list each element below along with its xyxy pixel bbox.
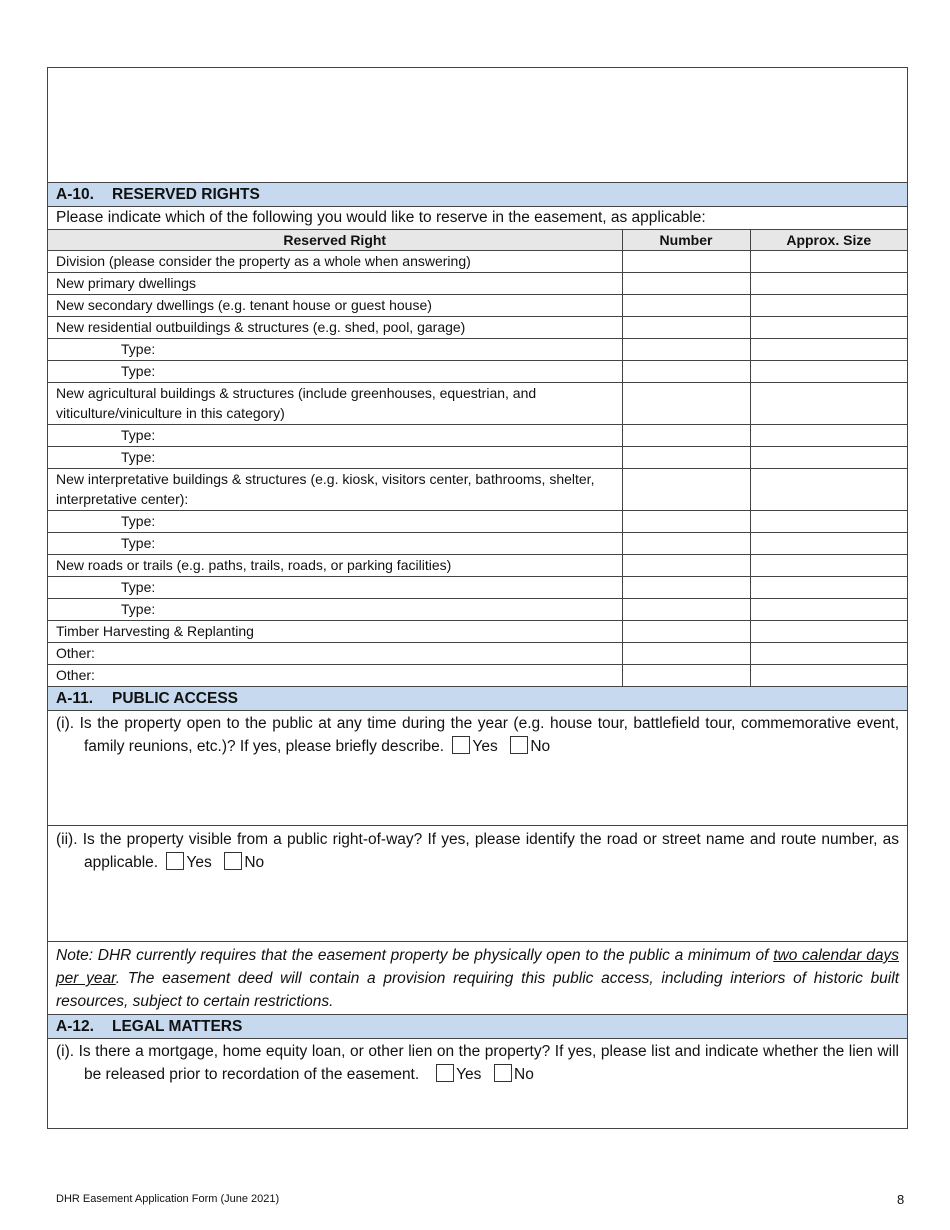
no-label: No (244, 854, 265, 871)
section-header-a11 (48, 687, 907, 711)
number-cell[interactable] (622, 251, 750, 273)
size-cell[interactable] (750, 511, 907, 533)
table-row (48, 295, 907, 317)
size-cell[interactable] (750, 273, 907, 295)
number-cell[interactable] (622, 621, 750, 643)
header-reserved-right: Reserved Right (48, 230, 622, 251)
row-label: New residential outbuildings & structures (e.g. shed, pool, garage) (48, 317, 622, 339)
no-label: No (514, 1066, 534, 1083)
table-row (48, 533, 907, 555)
question-text: (i). Is the property open to the public at any time during the year (e.g. house tour, battlefield tour, commemorative event, family reunions, etc.)? If yes, please briefly describe. (56, 715, 899, 755)
no-label: No (530, 738, 551, 755)
table-row (48, 273, 907, 295)
number-cell[interactable] (622, 425, 750, 447)
page-number: 8 (897, 1192, 905, 1207)
public-access-question-2 (48, 826, 907, 942)
yes-checkbox[interactable] (436, 1064, 454, 1082)
blank-answer-area[interactable] (48, 68, 907, 183)
type-label: Type: (48, 599, 622, 621)
size-cell[interactable] (750, 577, 907, 599)
number-cell[interactable] (622, 273, 750, 295)
size-cell[interactable] (750, 361, 907, 383)
table-row (48, 425, 907, 447)
row-label: Other: (48, 665, 622, 687)
number-cell[interactable] (622, 577, 750, 599)
number-cell[interactable] (622, 533, 750, 555)
legal-question-1 (48, 1039, 907, 1128)
table-row (48, 665, 907, 687)
table-row (48, 383, 907, 425)
section-title: LEGAL MATTERS (112, 1018, 243, 1035)
number-cell[interactable] (622, 643, 750, 665)
note-text: Note: DHR currently requires that the easement property be physically open to the public a minimum of (56, 947, 774, 964)
table-row (48, 621, 907, 643)
row-label: New agricultural buildings & structures (include greenhouses, equestrian, and viticulture/viniculture in this category) (48, 383, 622, 425)
type-label: Type: (48, 577, 622, 599)
table-row (48, 251, 907, 273)
type-label: Type: (48, 425, 622, 447)
row-label: New secondary dwellings (e.g. tenant house or guest house) (48, 295, 622, 317)
size-cell[interactable] (750, 295, 907, 317)
number-cell[interactable] (622, 295, 750, 317)
easement-form (47, 67, 908, 1129)
public-access-note (48, 942, 907, 1015)
table-row (48, 361, 907, 383)
reserved-rights-intro: Please indicate which of the following you would like to reserve in the easement, as applicable: (48, 207, 907, 230)
size-cell[interactable] (750, 665, 907, 687)
section-number: A-10. (56, 186, 94, 203)
number-cell[interactable] (622, 339, 750, 361)
header-number: Number (622, 230, 750, 251)
type-label: Type: (48, 511, 622, 533)
table-row (48, 447, 907, 469)
number-cell[interactable] (622, 555, 750, 577)
number-cell[interactable] (622, 383, 750, 425)
note-underlined: two calendar days per year (56, 947, 899, 987)
section-header-a10 (48, 183, 907, 207)
row-label: Timber Harvesting & Replanting (48, 621, 622, 643)
number-cell[interactable] (622, 361, 750, 383)
table-row (48, 599, 907, 621)
size-cell[interactable] (750, 425, 907, 447)
no-checkbox[interactable] (224, 852, 242, 870)
row-label: New interpretative buildings & structures (e.g. kiosk, visitors center, bathrooms, shelter, interpretative center): (48, 469, 622, 511)
no-checkbox[interactable] (510, 736, 528, 754)
footer-form-name: DHR Easement Application Form (June 2021) (56, 1193, 280, 1205)
yes-checkbox[interactable] (166, 852, 184, 870)
header-approx-size: Approx. Size (750, 230, 907, 251)
size-cell[interactable] (750, 317, 907, 339)
table-row (48, 511, 907, 533)
size-cell[interactable] (750, 383, 907, 425)
size-cell[interactable] (750, 447, 907, 469)
section-title: RESERVED RIGHTS (112, 186, 260, 203)
yes-label: Yes (472, 738, 498, 755)
section-title: PUBLIC ACCESS (112, 690, 239, 707)
type-label: Type: (48, 533, 622, 555)
yes-label: Yes (186, 854, 212, 871)
size-cell[interactable] (750, 621, 907, 643)
number-cell[interactable] (622, 511, 750, 533)
row-label: Division (please consider the property as a whole when answering) (48, 251, 622, 273)
number-cell[interactable] (622, 447, 750, 469)
size-cell[interactable] (750, 599, 907, 621)
public-access-question-1 (48, 711, 907, 826)
size-cell[interactable] (750, 469, 907, 511)
no-checkbox[interactable] (494, 1064, 512, 1082)
type-label: Type: (48, 339, 622, 361)
section-number: A-11. (56, 690, 94, 707)
yes-label: Yes (456, 1066, 482, 1083)
note-text-end: . The easement deed will contain a provision requiring this public access, including interiors of historic built resources, subject to certain restrictions. (56, 970, 900, 1010)
size-cell[interactable] (750, 533, 907, 555)
reserved-rights-table (48, 230, 907, 687)
size-cell[interactable] (750, 643, 907, 665)
number-cell[interactable] (622, 665, 750, 687)
yes-checkbox[interactable] (452, 736, 470, 754)
table-row (48, 555, 907, 577)
row-label: Other: (48, 643, 622, 665)
table-row (48, 339, 907, 361)
table-row (48, 317, 907, 339)
section-header-a12 (48, 1015, 907, 1039)
number-cell[interactable] (622, 469, 750, 511)
table-row (48, 469, 907, 511)
size-cell[interactable] (750, 555, 907, 577)
section-number: A-12. (56, 1018, 94, 1035)
row-label: New roads or trails (e.g. paths, trails, roads, or parking facilities) (48, 555, 622, 577)
number-cell[interactable] (622, 599, 750, 621)
table-row (48, 577, 907, 599)
question-text: (ii). Is the property visible from a public right-of-way? If yes, please identify the road or street name and route number, as applicable. (56, 831, 899, 871)
size-cell[interactable] (750, 339, 907, 361)
question-text: (i). Is there a mortgage, home equity loan, or other lien on the property? If yes, please list and indicate whether the lien will be released prior to recordation of the easement. (56, 1043, 899, 1083)
number-cell[interactable] (622, 317, 750, 339)
row-label: New primary dwellings (48, 273, 622, 295)
table-row (48, 643, 907, 665)
type-label: Type: (48, 447, 622, 469)
size-cell[interactable] (750, 251, 907, 273)
type-label: Type: (48, 361, 622, 383)
